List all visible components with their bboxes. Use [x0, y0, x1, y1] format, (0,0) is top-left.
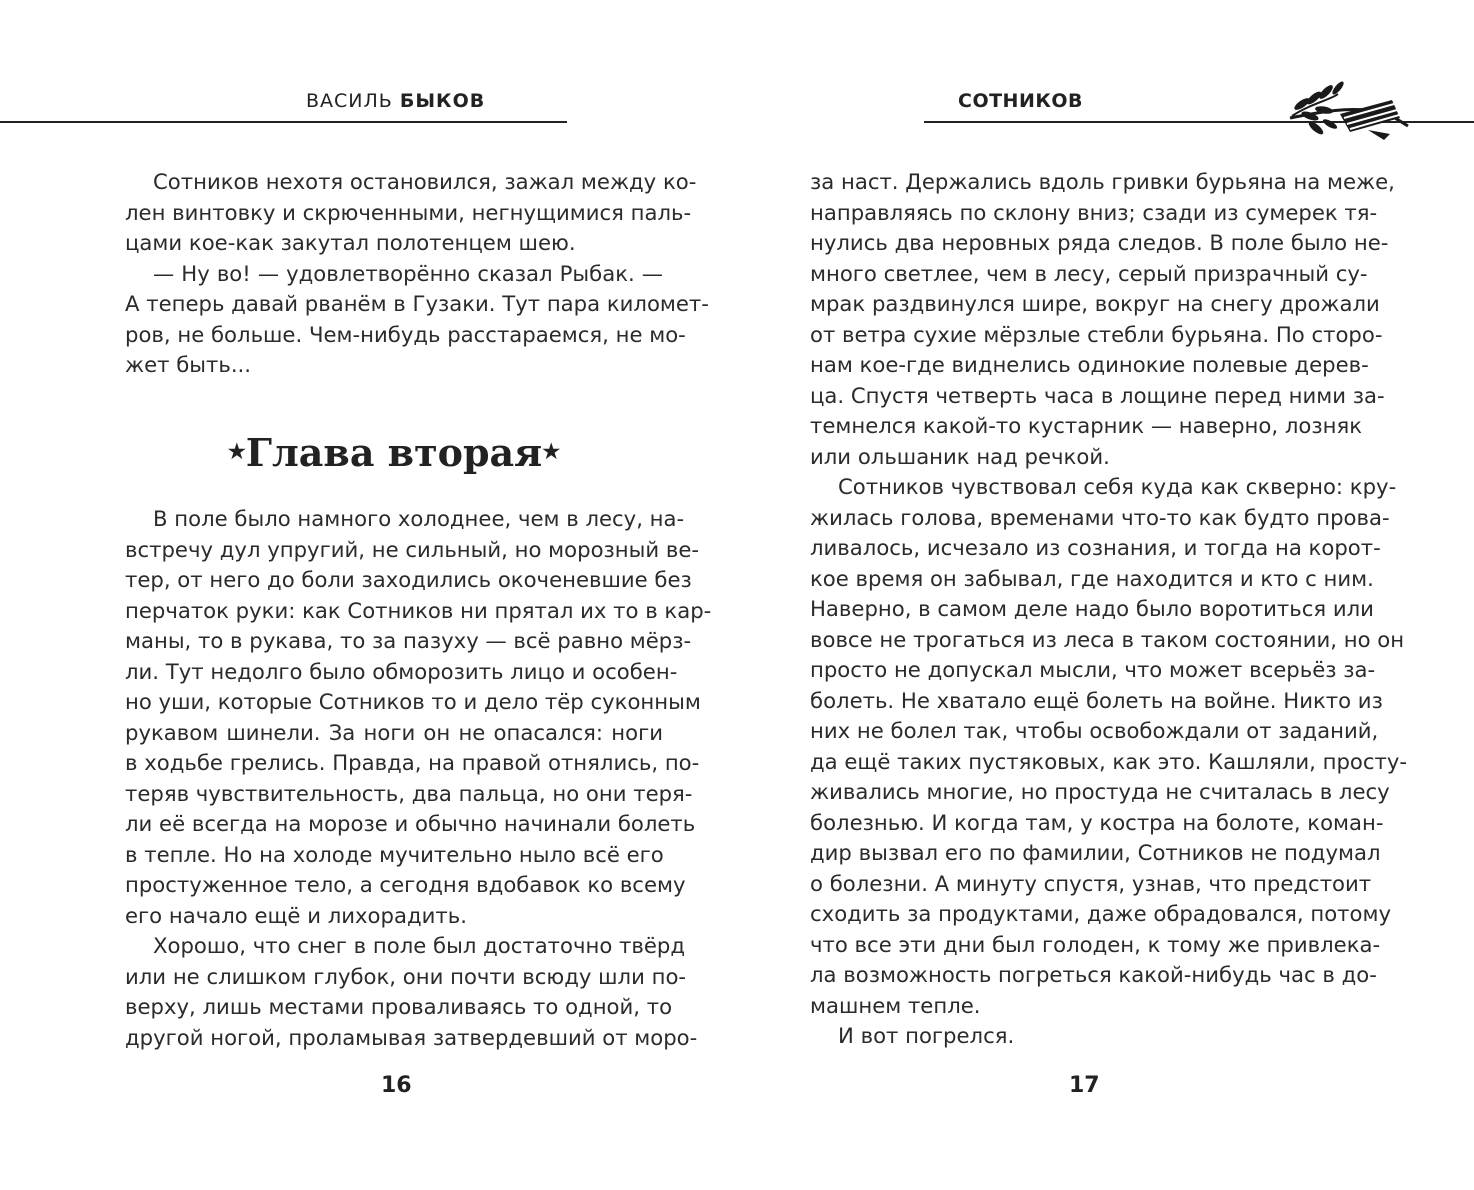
text-block-bottom: [125, 504, 712, 1053]
text-line: встречу дул упругий, не сильный, но морозный ве-: [125, 536, 700, 562]
text-line: живались многие, но простуда не считалась в лесу: [810, 779, 1390, 804]
text-line: ли её всегда на морозе и обычно начинали болеть: [125, 811, 696, 836]
text-line: них не болел так, чтобы освобождали от заданий,: [810, 718, 1379, 743]
text-line: перчаток руки: как Сотников ни прятал их то в кар-: [125, 597, 712, 623]
text-line: Сотников нехотя остановился, зажал между ко-: [153, 169, 697, 194]
text-line: В поле было намного холоднее, чем в лесу, на-: [153, 506, 685, 531]
text-line: Сотников чувствовал себя куда как скверно: кру-: [838, 474, 1397, 499]
text-line: его начало ещё и лихорадить.: [125, 902, 467, 928]
text-line: лен винтовку и скрюченными, негнущимися паль-: [125, 199, 692, 225]
text-line: ров, не больше. Чем-нибудь расстараемся, не мо-: [125, 321, 686, 347]
text-line: направляясь по склону вниз; сзади из сумерек тя-: [810, 199, 1378, 225]
text-line: или не слишком глубок, они почти всюду шли по-: [125, 963, 687, 989]
text-line: рукавом шинели. За ноги он не опасался: ноги: [125, 719, 663, 745]
text-line: простуженное тело, а сегодня вдобавок ко всему: [125, 872, 686, 897]
text-line: жет быть...: [125, 352, 252, 377]
text-line: маны, то в рукава, то за пазуху — всё равно мёрз-: [125, 628, 692, 653]
text-line: Хорошо, что снег в поле был достаточно твёрд: [153, 933, 686, 958]
text-line: но уши, которые Сотников то и дело тёр суконным: [125, 689, 701, 714]
page-number: 16: [381, 1073, 412, 1098]
text-line: о болезни. А минуту спустя, узнав, что предстоит: [810, 870, 1372, 896]
text-line: другой ногой, проламывая затвердевший от моро-: [125, 1024, 698, 1050]
text-line: А теперь давай рванём в Гузаки. Тут пара километ-: [125, 291, 709, 316]
laurel-ribbon-icon: [1280, 74, 1416, 144]
page-number: 17: [1069, 1073, 1100, 1098]
text-line: цами кое-как закутал полотенцем шею.: [125, 230, 576, 255]
text-line: да ещё таких пустяковых, как это. Кашляли, просту-: [810, 748, 1408, 774]
text-line: тер, от него до боли заходились окоченевшие без: [125, 567, 692, 592]
text-line: ца. Спустя четверть часа в лощине перед ними за-: [810, 382, 1385, 408]
text-block-top: [125, 167, 709, 381]
text-line: в тепле. Но на холоде мучительно ныло всё его: [125, 841, 664, 867]
text-line: Наверно, в самом деле надо было воротиться или: [810, 596, 1374, 621]
text-line: просто не допускал мысли, что может всерьёз за-: [810, 657, 1376, 682]
text-line: И вот погрелся.: [838, 1023, 1015, 1048]
chapter-title-text: Глава вторая: [245, 430, 543, 475]
text-line: дир вызвал его по фамилии, Сотников не подумал: [810, 840, 1381, 865]
text-line: теряв чувствительность, два пальца, но они теря-: [125, 780, 693, 806]
text-line: сходить за продуктами, даже обрадовался, потому: [810, 901, 1392, 926]
text-block-right: [810, 167, 1408, 1052]
text-line: от ветра сухие мёрзлые стебли бурьяна. По сторо-: [810, 321, 1383, 347]
text-line: болеть. Не хватало ещё болеть на войне. Никто из: [810, 687, 1383, 713]
right-page: [737, 0, 1474, 1190]
text-line: много светлее, чем в лесу, серый призрачный су-: [810, 260, 1368, 286]
star-icon: ★: [227, 438, 246, 463]
text-line: в ходьбе грелись. Правда, на правой отнялись, по-: [125, 750, 700, 775]
text-line: машнем тепле.: [810, 992, 981, 1018]
text-line: мрак раздвинулся шире, вокруг на снегу дрожали: [810, 291, 1380, 316]
star-icon: ★: [542, 438, 561, 463]
running-head-title: СОТНИКОВ: [958, 90, 1084, 112]
text-line: жилась голова, временами что-то как будто прова-: [810, 504, 1390, 530]
author-last-name: БЫКОВ: [399, 90, 486, 112]
text-line: нам кое-где виднелись одинокие полевые дерев-: [810, 352, 1369, 377]
text-line: ливалось, исчезало из сознания, и тогда на корот-: [810, 535, 1381, 560]
running-head-author: [306, 90, 485, 112]
text-line: ла возможность погреться какой-нибудь час в до-: [810, 962, 1377, 987]
text-line: нулись два неровных ряда следов. В поле было не-: [810, 230, 1389, 255]
text-line: верху, лишь местами проваливаясь то одной, то: [125, 994, 673, 1019]
text-line: что все эти дни был голоден, к тому же привлека-: [810, 931, 1381, 957]
text-line: — Ну во! — удовлетворённо сказал Рыбак. —: [153, 260, 663, 286]
text-line: болезнью. И когда там, у костра на болоте, коман-: [810, 809, 1384, 835]
text-line: вовсе не трогаться из леса в таком состоянии, но он: [810, 626, 1405, 652]
text-line: или ольшаник над речкой.: [810, 443, 1110, 469]
text-line: темнелся какой-то кустарник — наверно, лозняк: [810, 413, 1363, 438]
text-line: за наст. Держались вдоль гривки бурьяна на меже,: [810, 169, 1395, 194]
text-line: кое время он забывал, где находится и кто с ним.: [810, 565, 1374, 591]
text-line: ли. Тут недолго было обморозить лицо и особен-: [125, 658, 678, 684]
header-rule: [0, 121, 567, 123]
author-first-name: ВАСИЛЬ: [306, 90, 393, 112]
chapter-title: [125, 430, 663, 475]
